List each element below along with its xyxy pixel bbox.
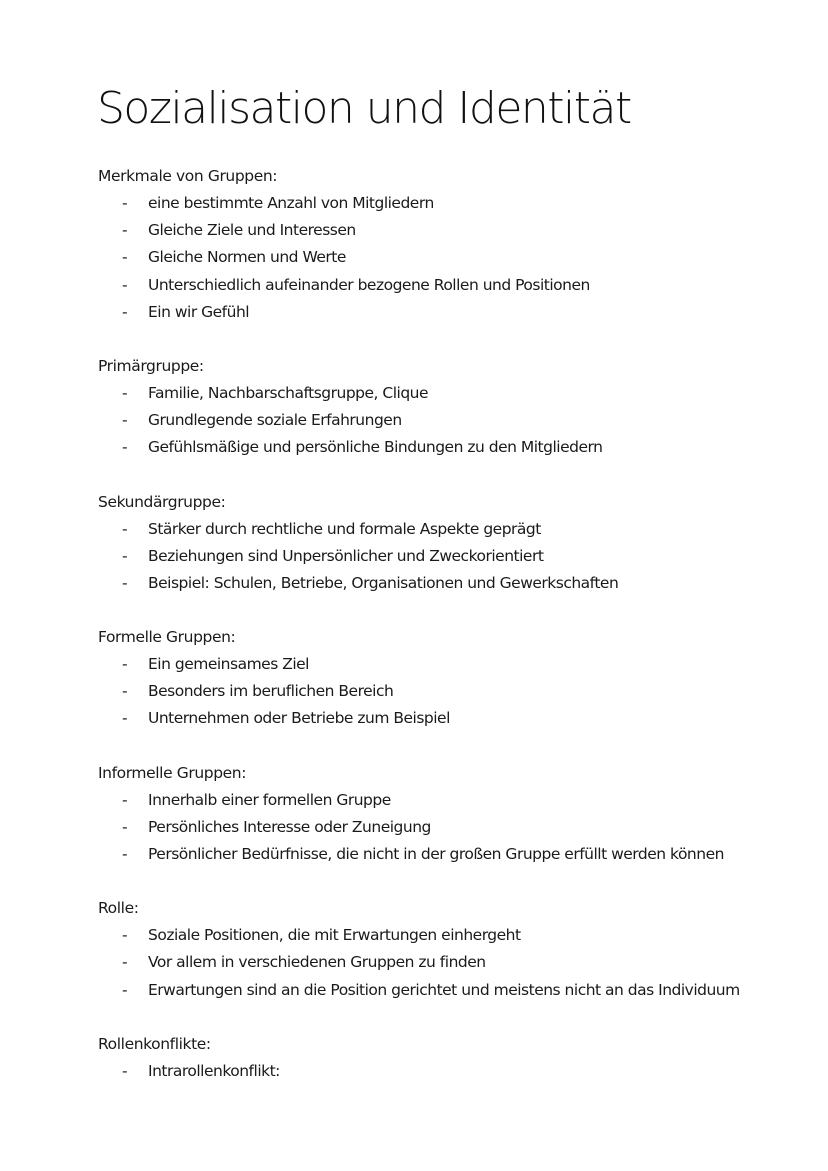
dash-bullet-icon: - [122,817,128,836]
dash-bullet-icon: - [122,438,128,457]
list-item [98,516,798,543]
list-item [98,380,798,407]
list-item-text: Besonders im beruflichen Bereich [148,682,394,701]
list-item [98,299,798,326]
list-item-text: Beziehungen sind Unpersönlicher und Zweckorientiert [148,546,544,565]
dash-bullet-icon: - [122,383,128,402]
section [98,353,798,462]
list-item-text: Gleiche Normen und Werte [148,248,346,267]
list-item [98,570,798,597]
section-heading: Sekundärgruppe: [98,492,226,511]
dash-bullet-icon: - [122,953,128,972]
section [98,624,798,733]
section-heading: Rolle: [98,899,139,918]
dash-bullet-icon: - [122,411,128,430]
dash-bullet-icon: - [122,519,128,538]
list-item-text: Ein wir Gefühl [148,302,250,321]
dash-bullet-icon: - [122,682,128,701]
bullet-list [98,651,798,733]
section [98,895,798,1004]
list-item-text: Innerhalb einer formellen Gruppe [148,790,391,809]
list-item-text: Erwartungen sind an die Position gerichtet und meistens nicht an das Individuum [148,980,740,999]
list-item [98,787,798,814]
section-heading: Primärgruppe: [98,356,204,375]
section [98,163,798,326]
dash-bullet-icon: - [122,655,128,674]
dash-bullet-icon: - [122,573,128,592]
list-item-text: Unternehmen oder Betriebe zum Beispiel [148,709,450,728]
list-item [98,977,798,1004]
list-item-text: Stärker durch rechtliche und formale Aspekte geprägt [148,519,541,538]
bullet-list [98,516,798,598]
list-item-text: Soziale Positionen, die mit Erwartungen einhergeht [148,926,521,945]
section-heading: Formelle Gruppen: [98,628,236,647]
list-item-text: Unterschiedlich aufeinander bezogene Rollen und Positionen [148,275,590,294]
list-item-text: Gleiche Ziele und Interessen [148,221,356,240]
list-item-text: eine bestimmte Anzahl von Mitgliedern [148,194,434,212]
bullet-list [98,1058,798,1085]
list-item [98,922,798,949]
list-item [98,814,798,841]
bullet-list [98,190,798,326]
section [98,760,798,869]
dash-bullet-icon: - [122,221,128,240]
section [98,1031,798,1085]
dash-bullet-icon: - [122,302,128,321]
list-item-text: Vor allem in verschiedenen Gruppen zu finden [148,953,486,972]
list-item [98,407,798,434]
list-item [98,949,798,976]
dash-bullet-icon: - [122,790,128,809]
list-item [98,705,798,732]
list-item [98,272,798,299]
list-item [98,217,798,244]
list-item [98,543,798,570]
section [98,489,798,598]
dash-bullet-icon: - [122,709,128,728]
section-heading: Rollenkonflikte: [98,1034,211,1053]
list-item [98,1058,798,1085]
list-item [98,678,798,705]
dash-bullet-icon: - [122,980,128,999]
document-content [98,163,798,1112]
list-item [98,190,798,217]
list-item-text: Familie, Nachbarschaftsgruppe, Clique [148,383,429,402]
bullet-list [98,787,798,869]
bullet-list [98,922,798,1004]
dash-bullet-icon: - [122,845,128,863]
dash-bullet-icon: - [122,546,128,565]
dash-bullet-icon: - [122,194,128,212]
list-item-text: Ein gemeinsames Ziel [148,655,309,674]
dash-bullet-icon: - [122,1061,128,1080]
dash-bullet-icon: - [122,248,128,267]
list-item-text: Gefühlsmäßige und persönliche Bindungen zu den Mitgliedern [148,438,603,457]
list-item-text: Persönliches Interesse oder Zuneigung [148,817,431,836]
list-item-text: Persönlicher Bedürfnisse, die nicht in der großen Gruppe erfüllt werden können [148,845,724,863]
list-item [98,841,798,868]
list-item [98,434,798,461]
bullet-list [98,380,798,462]
list-item-text: Intrarollenkonflikt: [148,1061,280,1080]
section-heading: Merkmale von Gruppen: [98,167,278,185]
list-item-text: Beispiel: Schulen, Betriebe, Organisationen und Gewerkschaften [148,573,619,592]
dash-bullet-icon: - [122,926,128,945]
section-heading: Informelle Gruppen: [98,763,247,782]
page-title: Sozialisation und Identität [97,83,631,134]
list-item [98,244,798,271]
list-item [98,651,798,678]
dash-bullet-icon: - [122,275,128,294]
list-item-text: Grundlegende soziale Erfahrungen [148,411,402,430]
